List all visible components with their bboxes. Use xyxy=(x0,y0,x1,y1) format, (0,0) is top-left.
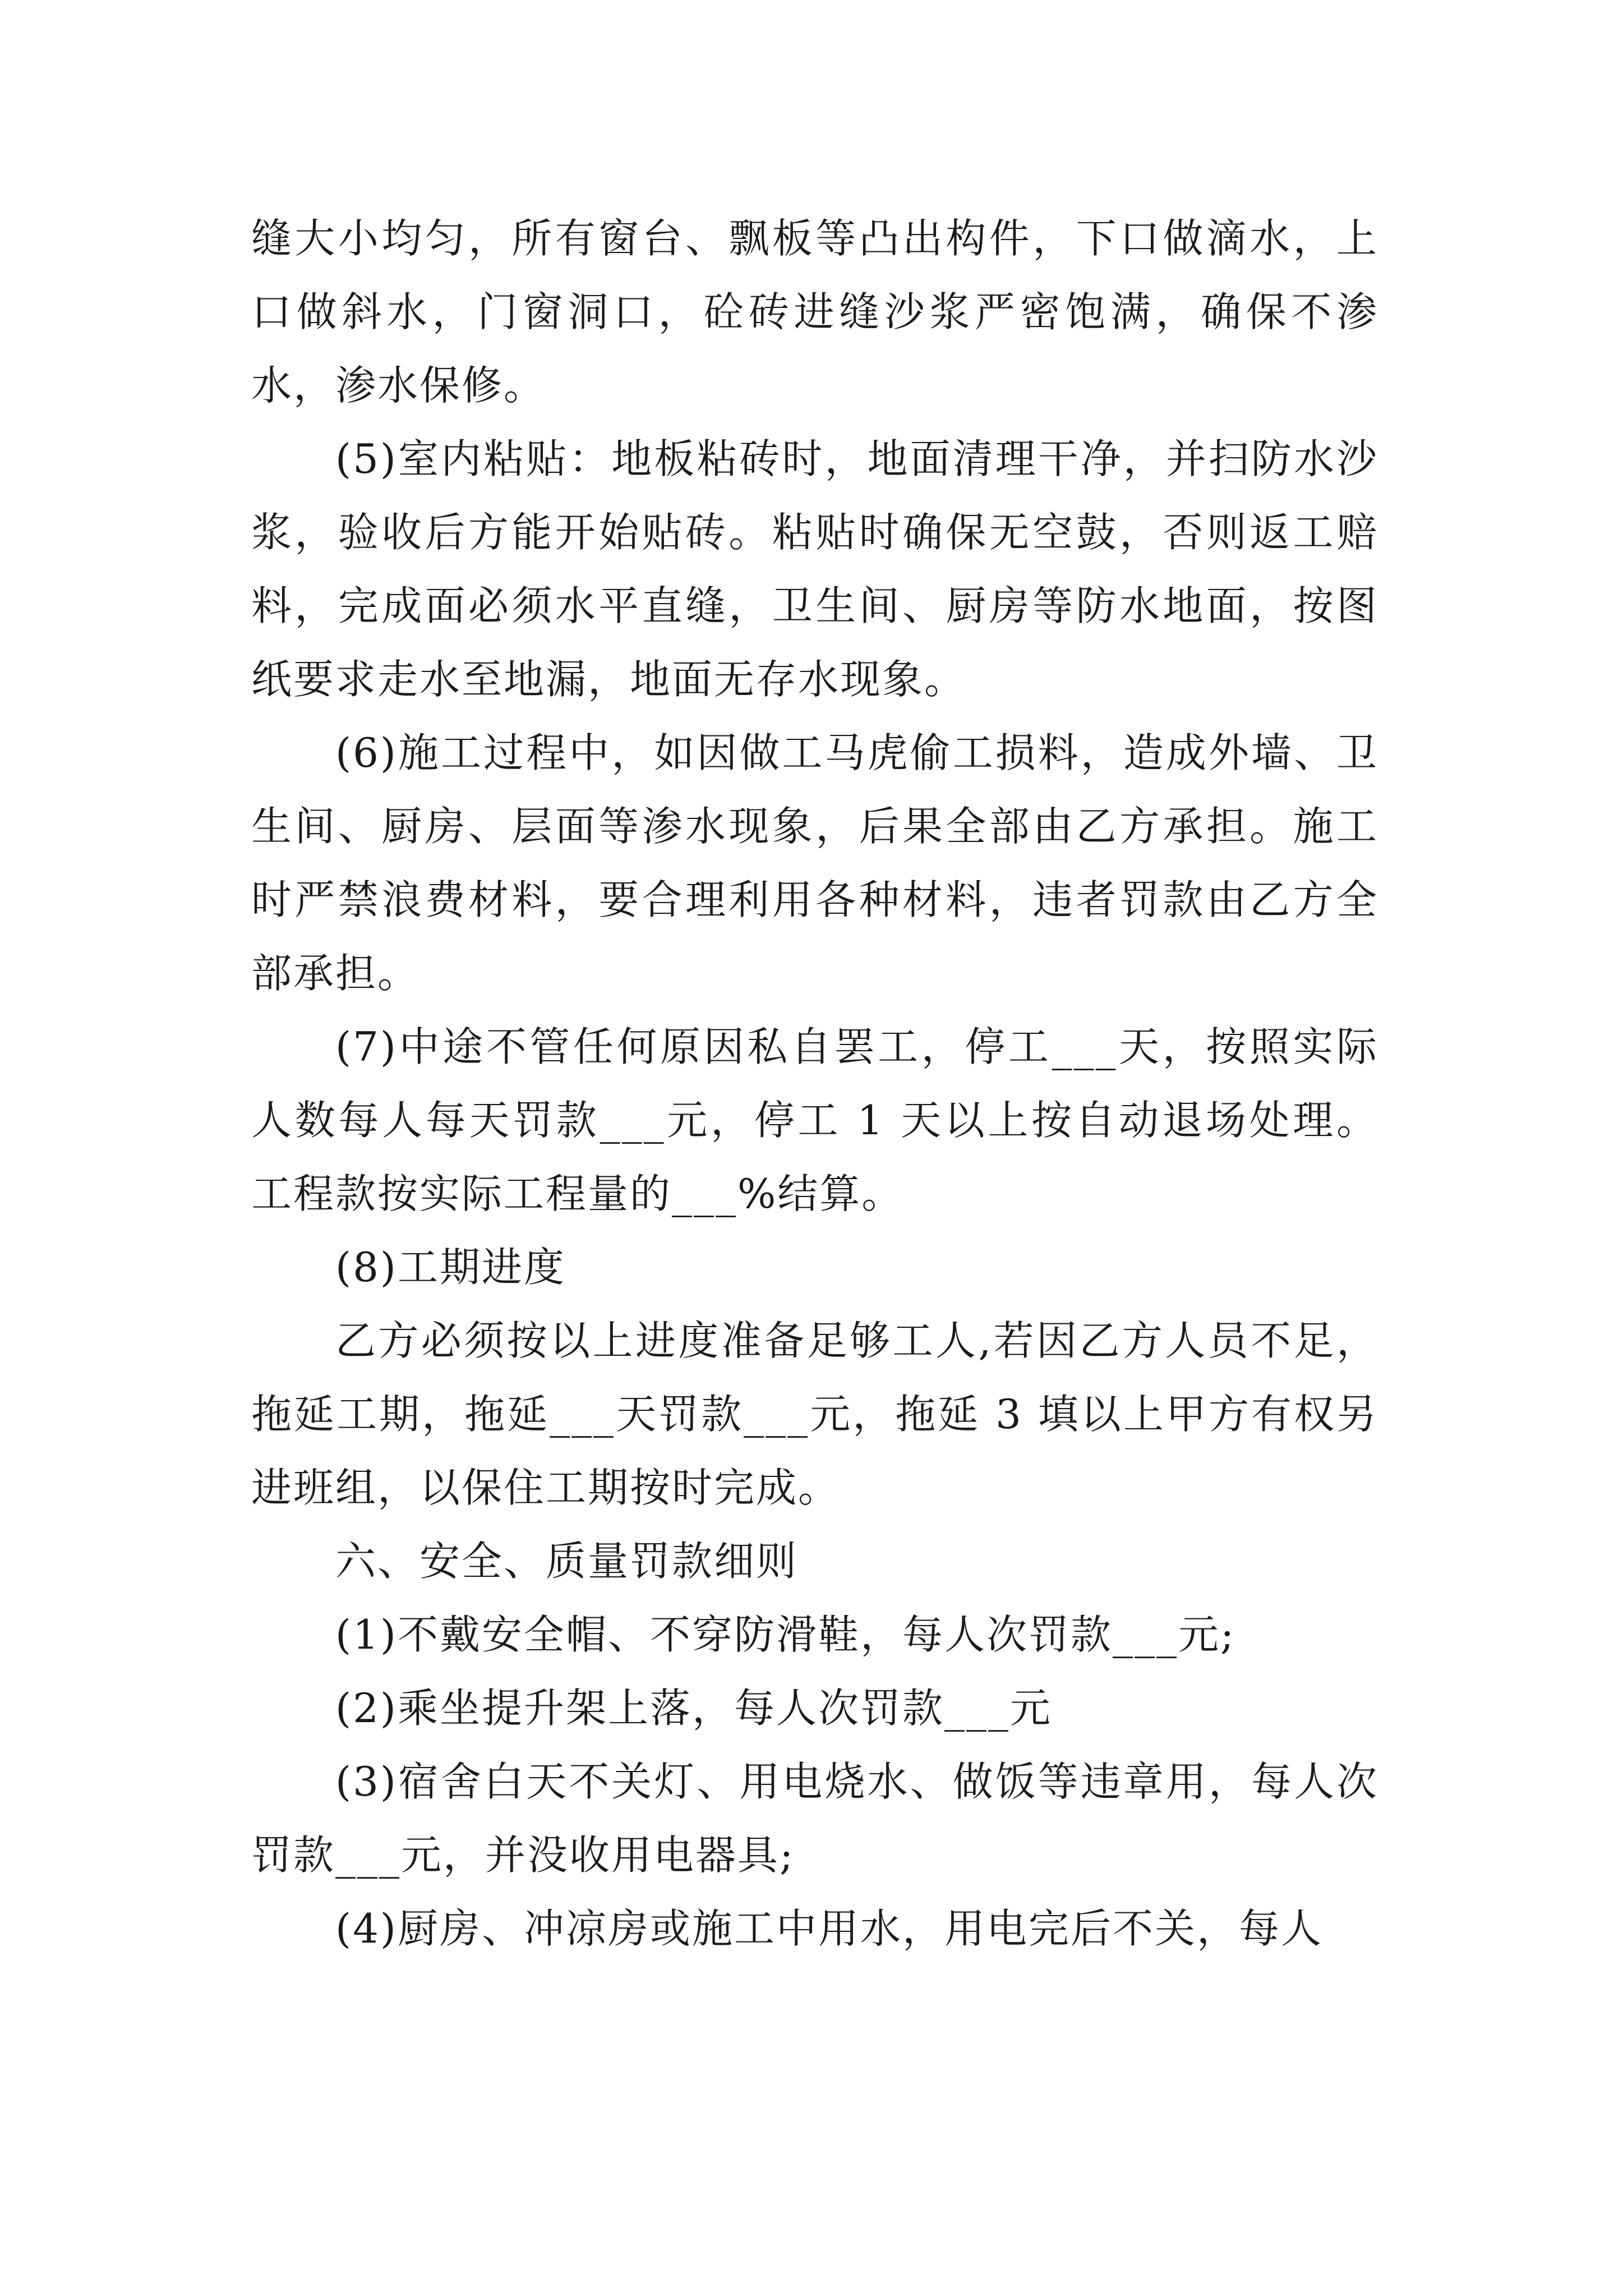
list-item-kitchen-water: (4)厨房、冲凉房或施工中用水，用电完后不关，每人 xyxy=(335,1905,1323,1952)
section-heading-safety-quality: 六、安全、质量罚款细则 xyxy=(335,1538,799,1585)
list-item-dormitory-electricity: (3)宿舍白天不关灯、用电烧水、做饭等违章用，每人次罚款___元，并没收用电器具; xyxy=(251,1758,1378,1879)
paragraph-construction-process: (6)施工过程中，如因做工马虎偷工损料，造成外墙、卫生间、厨房、层面等渗水现象，后果全部由乙方承担。施工时严禁浪费材料，要合理利用各种材料，违者罚款由乙方全部承担。 xyxy=(251,729,1378,997)
paragraph-strike-penalty: (7)中途不管任何原因私自罢工，停工___天，按照实际人数每人每天罚款___元，停工 1 天以上按自动退场处理。工程款按实际工程量的___%结算。 xyxy=(251,1023,1378,1217)
paragraph-schedule-delay: 乙方必须按以上进度准备足够工人,若因乙方人员不足，拖延工期，拖延___天罚款___元，拖延 3 填以上甲方有权另进班组，以保住工期按时完成。 xyxy=(251,1317,1378,1511)
paragraph-indoor-tiling: (5)室内粘贴：地板粘砖时，地面清理干净，并扫防水沙浆，验收后方能开始贴砖。粘贴时确保无空鼓，否则返工赔料，完成面必须水平直缝，卫生间、厨房等防水地面，按图纸要求走水至地漏，地面无存水现象。 xyxy=(251,435,1378,703)
paragraph-schedule-heading: (8)工期进度 xyxy=(335,1244,566,1291)
list-item-safety-helmet: (1)不戴安全帽、不穿防滑鞋，每人次罚款___元; xyxy=(335,1611,1236,1658)
paragraph-continuation: 缝大小均匀，所有窗台、飘板等凸出构件，下口做滴水，上口做斜水，门窗洞口，砼砖进缝沙浆严密饱满，确保不渗水，渗水保修。 xyxy=(251,215,1378,409)
document-page xyxy=(251,202,1378,1966)
list-item-hoist-riding: (2)乘坐提升架上落，每人次罚款___元 xyxy=(335,1685,1052,1732)
